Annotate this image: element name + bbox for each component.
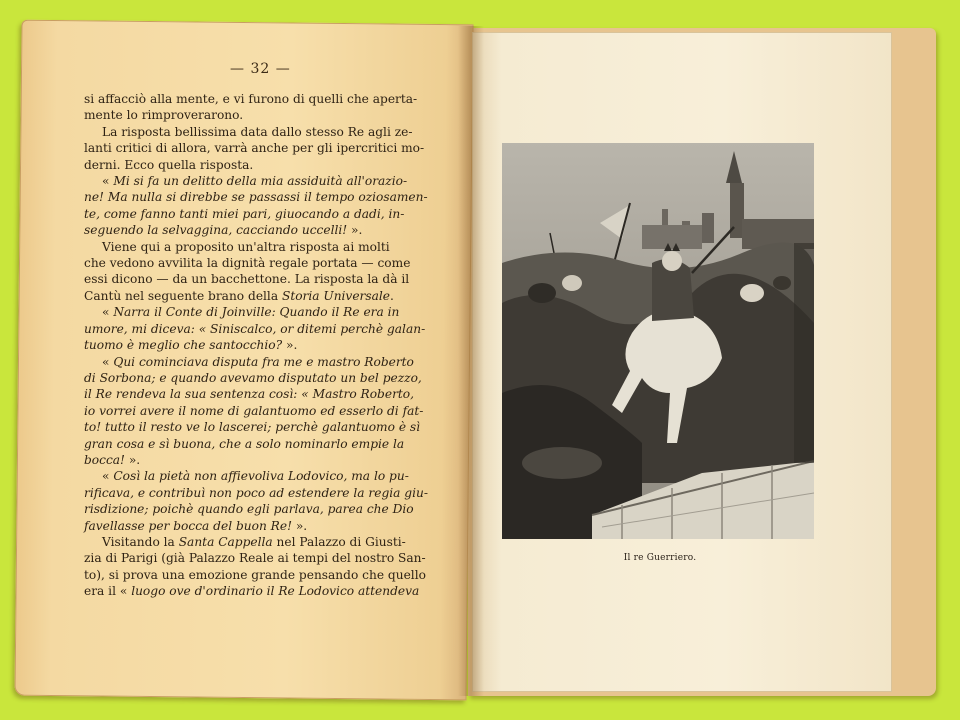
- illustration-caption: Il re Guerriero.: [623, 553, 697, 563]
- text-segment: Visitando la: [102, 534, 179, 549]
- text-segment: favellasse per bocca del buon Re!: [84, 518, 292, 533]
- engraving-image: [502, 143, 814, 539]
- text-segment: Mi si fa un delitto della mia assiduità all'orazio-: [113, 174, 408, 189]
- text-line: [84, 173, 444, 189]
- text-segment: lanti critici di allora, varrà anche per gli ipercritici mo-: [84, 141, 425, 156]
- text-segment: Santa Cappella: [178, 534, 273, 549]
- text-line: [84, 534, 444, 550]
- text-segment: il Re rendeva la sua sentenza così: « Mastro Roberto,: [84, 387, 415, 402]
- text-segment: Storia Universale: [281, 288, 390, 303]
- text-segment: di Sorbona; e quando avevamo disputato un bel pezzo,: [84, 370, 422, 385]
- text-segment: si affacciò alla mente, e vi furono di quelli che aperta-: [84, 92, 418, 106]
- text-line: [84, 468, 444, 484]
- text-line: [84, 321, 444, 337]
- text-segment: Viene qui a proposito un'altra risposta ai molti: [102, 239, 390, 254]
- text-segment: «: [102, 469, 114, 484]
- text-segment: Narra il Conte di Joinville: Quando il Re era in: [113, 305, 400, 320]
- text-segment: derni. Ecco quella risposta.: [84, 157, 254, 172]
- book-gutter: [458, 26, 484, 696]
- text-segment: era il «: [84, 584, 132, 599]
- text-line: [84, 107, 444, 123]
- text-segment: «: [102, 354, 114, 369]
- text-segment: Qui cominciava disputa fra me e mastro Roberto: [113, 354, 414, 369]
- text-line: [84, 271, 444, 287]
- text-segment: io vorrei avere il nome di galantuomo ed esserlo di fat-: [84, 403, 424, 418]
- text-segment: gran cosa e sì buona, che a solo nominarlo empie la: [84, 436, 405, 451]
- text-segment: ».: [282, 338, 298, 353]
- text-line: [84, 239, 444, 255]
- text-segment: che vedono avvilita la dignità regale portata — come: [84, 256, 411, 271]
- text-line: [84, 386, 444, 402]
- text-segment: .: [390, 288, 394, 303]
- text-segment: tuomo è meglio che santocchio?: [84, 338, 283, 353]
- text-segment: ».: [291, 518, 308, 533]
- text-line: [84, 370, 444, 386]
- text-line: [84, 485, 444, 501]
- text-segment: Cantù nel seguente brano della: [84, 288, 282, 303]
- text-line: [84, 91, 444, 107]
- illustration-battle-scene: [502, 143, 814, 539]
- text-segment: to! tutto il resto ve lo lascerei; perchè galantuomo è sì: [84, 420, 421, 435]
- text-segment: ».: [347, 223, 363, 238]
- text-line: [84, 452, 444, 468]
- text-line: [84, 124, 444, 140]
- text-line: [84, 157, 444, 173]
- text-segment: «: [102, 174, 114, 189]
- left-page-text: [84, 91, 444, 600]
- text-segment: te, come fanno tanti miei pari, giuocando a dadi, in-: [84, 206, 405, 221]
- text-line: [84, 583, 444, 599]
- text-line: [84, 567, 444, 583]
- text-line: [84, 304, 444, 320]
- text-segment: nel Palazzo di Giusti-: [272, 534, 406, 549]
- text-segment: mente lo rimproverarono.: [84, 108, 244, 123]
- text-line: [84, 337, 444, 353]
- text-line: [84, 354, 444, 370]
- text-segment: ».: [124, 452, 141, 467]
- text-segment: bocca!: [84, 452, 125, 467]
- text-segment: ne! Ma nulla si direbbe se passassi il tempo oziosamen-: [84, 190, 428, 205]
- text-line: [84, 288, 444, 304]
- text-segment: zia di Parigi (già Palazzo Reale ai tempi del nostro San-: [84, 551, 426, 566]
- text-line: [84, 550, 444, 566]
- text-segment: risdizione; poichè quando egli parlava, parea che Dio: [84, 502, 414, 517]
- text-segment: essi dicono — da un bacchettone. La risposta la dà il: [84, 272, 410, 287]
- text-line: [84, 436, 444, 452]
- text-segment: luogo ove d'ordinario il Re Lodovico attendeva: [131, 584, 420, 599]
- text-line: [84, 222, 444, 238]
- text-line: [84, 403, 444, 419]
- text-line: [84, 518, 444, 534]
- text-line: [84, 206, 444, 222]
- text-segment: rificava, e contribuì non poco ad estendere la regia giu-: [84, 485, 428, 500]
- text-line: [84, 501, 444, 517]
- text-segment: La risposta bellissima data dallo stesso Re agli ze-: [102, 124, 413, 139]
- text-line: [84, 189, 444, 205]
- text-segment: umore, mi diceva: « Siniscalco, or ditemi perchè galan-: [84, 321, 426, 336]
- text-line: [84, 140, 444, 156]
- text-line: [84, 419, 444, 435]
- text-segment: to), si prova una emozione grande pensando che quello: [84, 567, 426, 582]
- text-segment: seguendo la selvaggina, cacciando uccelli!: [84, 223, 348, 238]
- text-segment: Così la pietà non affievoliva Lodovico, ma lo pu-: [113, 469, 409, 484]
- text-segment: «: [102, 305, 114, 320]
- page-number: — 32 —: [230, 61, 291, 77]
- text-line: [84, 255, 444, 271]
